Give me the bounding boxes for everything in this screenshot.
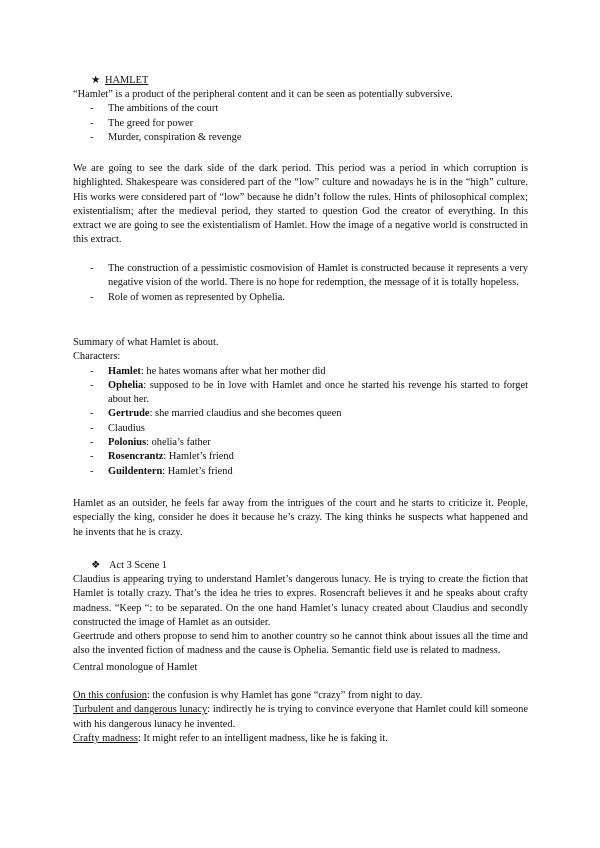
- summary-label: Summary of what Hamlet is about.: [73, 337, 219, 348]
- definition-term: On this confusion: [73, 690, 147, 701]
- list-item: - Hamlet: he hates womans after what her mother did: [90, 365, 326, 377]
- character-name: Gertrude: [108, 408, 150, 420]
- points-list: [73, 262, 528, 305]
- paragraph: Claudius is appearing trying to understand Hamlet’s dangerous lunacy. He is trying to create the fiction that Hamlet is totally crazy. That’s the idea he tries to expres. Rosencraft believes it and he speaks about crafty madness. “Keep “: to be separated. On the one hand Hamlet’s lunacy created about Claudius and secondly constructed the image of Hamlet as an outsider.: [73, 574, 528, 628]
- definition-term: Turbulent and dangerous lunacy: [73, 704, 208, 716]
- definition: On this confusion: the confusion is why Hamlet has gone “crazy” from night to day.: [73, 690, 423, 701]
- character-name: Rosencrantz: [108, 451, 164, 463]
- paragraph: Hamlet as an outsider, he feels far away from the intrigues of the court and he starts to criticize it. People, especially the king, consider he does it because he’s crazy. The king thinks he suspects what happened and he invents that he is crazy.: [73, 498, 528, 538]
- definition: Crafty madness: It might refer to an intelligent madness, like he is faking it.: [73, 732, 388, 744]
- definitions-block: [73, 689, 528, 746]
- list-item: - Murder, conspiration & revenge: [90, 131, 242, 143]
- character-name: Hamlet: [108, 365, 141, 377]
- character-name: Ophelia: [108, 379, 144, 391]
- list-item: - The construction of a pessimistic cosmovision of Hamlet is constructed because it represents a very negative vision of the world. There is no hope for redemption, the message of it is totally hopeless.: [90, 263, 528, 289]
- act-heading: ❖ Act 3 Scene 1: [91, 560, 167, 571]
- characters-list: [73, 365, 528, 479]
- character-name: Guildentern: [108, 465, 163, 477]
- paragraph: Geertrude and others propose to send him to another country so he cannot think about issues all the time and also the invented fiction of madness and the cause is Ophelia. Semantic field use is related to madness.: [73, 631, 528, 657]
- list-item: - Guildentern: Hamlet’s friend: [90, 465, 233, 477]
- intro-block: [73, 88, 528, 145]
- list-item: - Rosencrantz: Hamlet’s friend: [90, 451, 234, 463]
- characters-label: Characters:: [73, 351, 121, 363]
- paragraph: We are going to see the dark side of the dark period. This period was a period in which corruption is highlighted. Shakespeare was considered part of the “low” culture and nowadays he is in the “high” culture. His works were considered part of “low” because he didn’t follow the rules. Hints of philosophical complex; existentialism; after the medieval period, they started to question God the creator of everything. In this extract we are going to see the existentialism of Hamlet. How the image of a negative world is constructed in this extract.: [73, 163, 528, 246]
- diamond-bullet-icon: ❖: [91, 560, 101, 571]
- list-item: - The greed for power: [90, 117, 194, 129]
- points-block: [73, 262, 528, 305]
- intro-text: “Hamlet” is a product of the peripheral content and it can be seen as potentially subversive.: [73, 89, 453, 100]
- definition: Turbulent and dangerous lunacy: indirectly he is trying to convince everyone that Hamlet could kill someone with his dangerous lunacy he invented.: [73, 704, 528, 730]
- characters-block: [73, 336, 528, 479]
- section-heading: [91, 74, 148, 88]
- intro-list: [73, 102, 528, 145]
- list-item: - Polonius: ohelia’s father: [90, 437, 211, 449]
- character-name: Polonius: [108, 437, 147, 449]
- list-item: - Gertrude: she married claudius and she becomes queen: [90, 408, 342, 420]
- list-item: - Ophelia: supposed to be in love with Hamlet and once he started his revenge his started to forget about her.: [90, 379, 528, 406]
- list-item: - Claudius: [90, 422, 145, 434]
- list-item: - Role of women as represented by Ophelia.: [90, 291, 285, 303]
- monologue-label: Central monologue of Hamlet: [73, 662, 198, 673]
- page-title: HAMLET: [105, 75, 149, 86]
- star-icon: ★: [91, 75, 101, 86]
- definition-term: Crafty madness: [73, 732, 138, 744]
- list-item: - The ambitions of the court: [90, 103, 219, 115]
- character-name: Claudius: [108, 422, 145, 434]
